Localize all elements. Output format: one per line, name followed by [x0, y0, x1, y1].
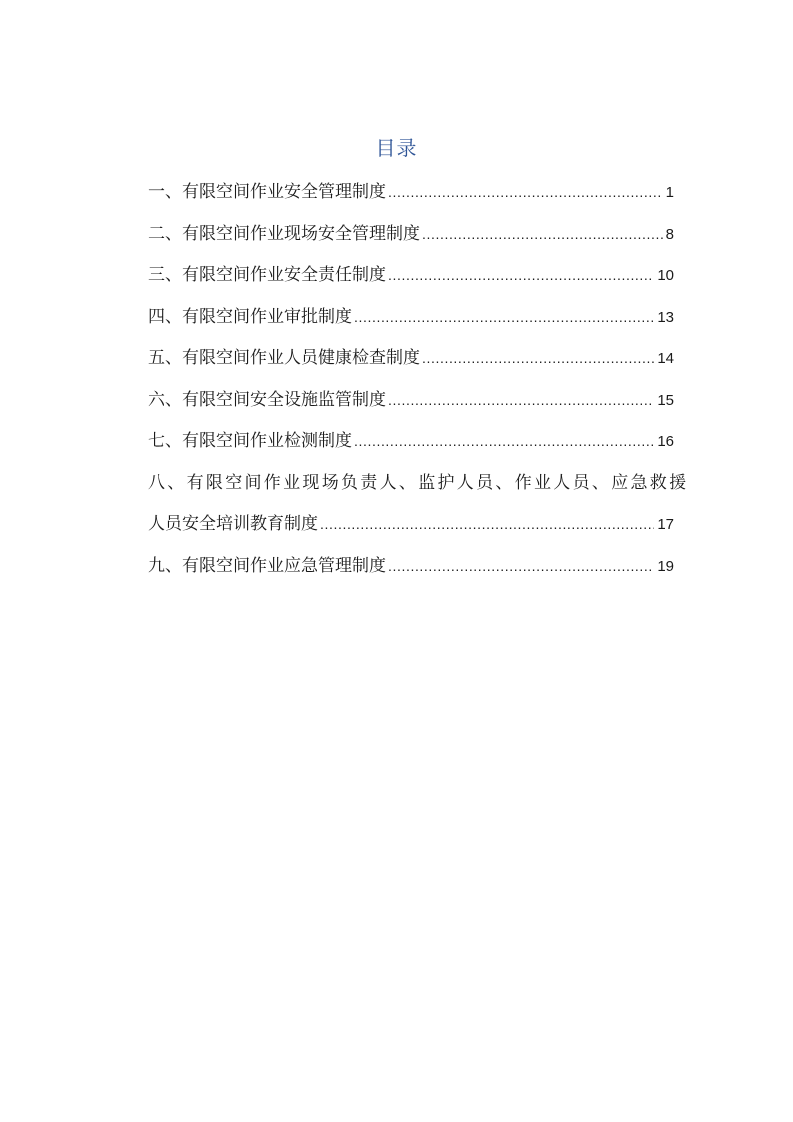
toc-entry[interactable]	[148, 343, 674, 385]
toc-entry[interactable]	[148, 426, 674, 468]
dot-leader	[388, 260, 654, 290]
toc-entry[interactable]	[148, 302, 674, 344]
toc-entry-label: 五、有限空间作业人员健康检查制度	[148, 348, 420, 368]
dot-leader	[388, 385, 654, 415]
dot-leader	[354, 426, 654, 456]
dot-leader	[388, 551, 654, 581]
toc-entry-page: 14	[657, 350, 674, 367]
toc-entry-label: 一、有限空间作业安全管理制度	[148, 182, 386, 202]
toc-entry-page: 10	[657, 267, 674, 284]
toc-entry-continuation	[148, 509, 674, 551]
toc-entry-page: 19	[657, 557, 674, 575]
toc-entry-page: 17	[657, 516, 674, 533]
toc-entry[interactable]	[148, 260, 674, 302]
dot-leader	[388, 177, 663, 207]
toc-entry[interactable]	[148, 219, 674, 261]
toc-entry[interactable]	[148, 468, 689, 551]
toc-entry[interactable]	[148, 551, 674, 593]
dot-leader	[320, 509, 654, 539]
toc-entry-page: 13	[657, 308, 674, 326]
toc-entry-label: 三、有限空间作业安全责任制度	[148, 265, 386, 285]
toc-entry-label: 九、有限空间作业应急管理制度	[148, 555, 386, 576]
toc-entry-label: 四、有限空间作业审批制度	[148, 306, 352, 327]
toc-entry-page: 16	[657, 433, 674, 450]
dot-leader	[354, 302, 654, 332]
toc-entry-label: 七、有限空间作业检测制度	[148, 431, 352, 451]
toc-entry[interactable]	[148, 385, 674, 427]
toc-entry-page: 15	[657, 391, 674, 409]
dot-leader	[422, 343, 654, 373]
toc-entry-label: 六、有限空间安全设施监管制度	[148, 389, 386, 410]
toc-entry-label-line2: 人员安全培训教育制度	[148, 514, 318, 534]
toc-title: 目录	[375, 136, 418, 160]
toc-entry[interactable]	[148, 177, 674, 219]
toc-entry-label-line1: 八、有限空间作业现场负责人、监护人员、作业人员、应急救援	[148, 472, 689, 493]
toc-entry-page: 1	[665, 184, 674, 201]
toc-entry-page: 8	[665, 225, 674, 243]
toc-entry-label: 二、有限空间作业现场安全管理制度	[148, 223, 420, 244]
table-of-contents	[148, 177, 689, 592]
dot-leader	[422, 219, 663, 249]
